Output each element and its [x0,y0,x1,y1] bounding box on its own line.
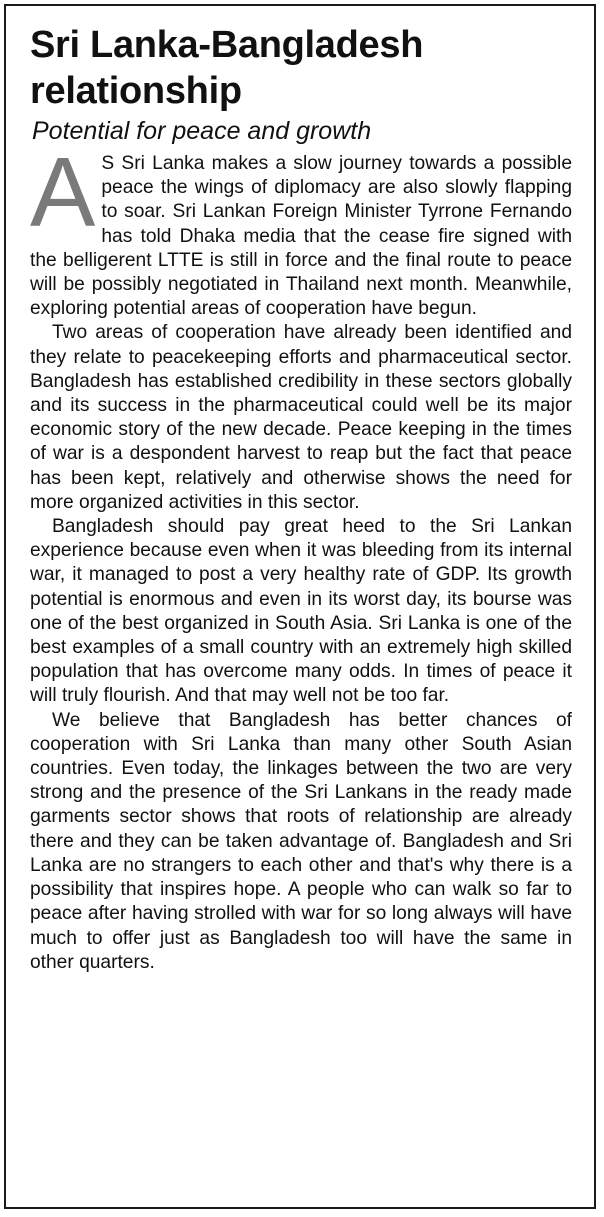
paragraph-2: Two areas of cooperation have already been identified and they relate to peacekeeping efforts and pharmaceutical sector. Bangladesh has established credibility in these sectors globally and its success in the pharmaceutical could well be its major economic story of the new decade. Peace keeping in the times of war is a despondent harvest to reap but the fact that peace has been kept, relatively and otherwise shows the need for more organized activities in this sector. [30,322,572,513]
article-body [30,137,572,975]
headline: Sri Lanka-Bangladesh relationship [30,24,424,112]
article [30,22,572,975]
drop-cap: A [30,137,96,247]
paragraph-3: Bangladesh should pay great heed to the Sri Lankan experience because even when it was bleeding from its internal war, it managed to post a very healthy rate of GDP. Its growth potential is enormous and even in its worst day, its bourse was one of the best organized in South Asia. Sri Lanka is one of the best examples of a small country with an extremely high skilled population that has overcome many odds. In times of peace it will truly flourish. And that may well not be too far. [30,516,572,707]
paragraph-4: We believe that Bangladesh has better chances of cooperation with Sri Lanka than many other South Asian countries. Even today, the linkages between the two are very strong and the presence of the Sri Lankans in the ready made garments sector shows that roots of relationship are already there and they can be taken advantage of. Bangladesh and Sri Lanka are no strangers to each other and that's why there is a possibility that inspires hope. A people who can walk so far to peace after having strolled with war for so long always will have much to offer just as Bangladesh too will have the same in other quarters. [30,709,572,973]
subheadline: Potential for peace and growth [32,117,372,145]
paragraph-1 [30,137,572,321]
paragraph-1-text: S Sri Lanka makes a slow journey towards a possible peace the wings of diplomacy are also slowly flapping to soar. Sri Lankan Foreign Minister Tyrrone Fernando has told Dhaka media that the cease fire signed with the belligerent LTTE is still in force and the final route to peace will be possibly negotiated in Thailand next month. Meanwhile, exploring potential areas of cooperation have begun. [30,153,572,320]
